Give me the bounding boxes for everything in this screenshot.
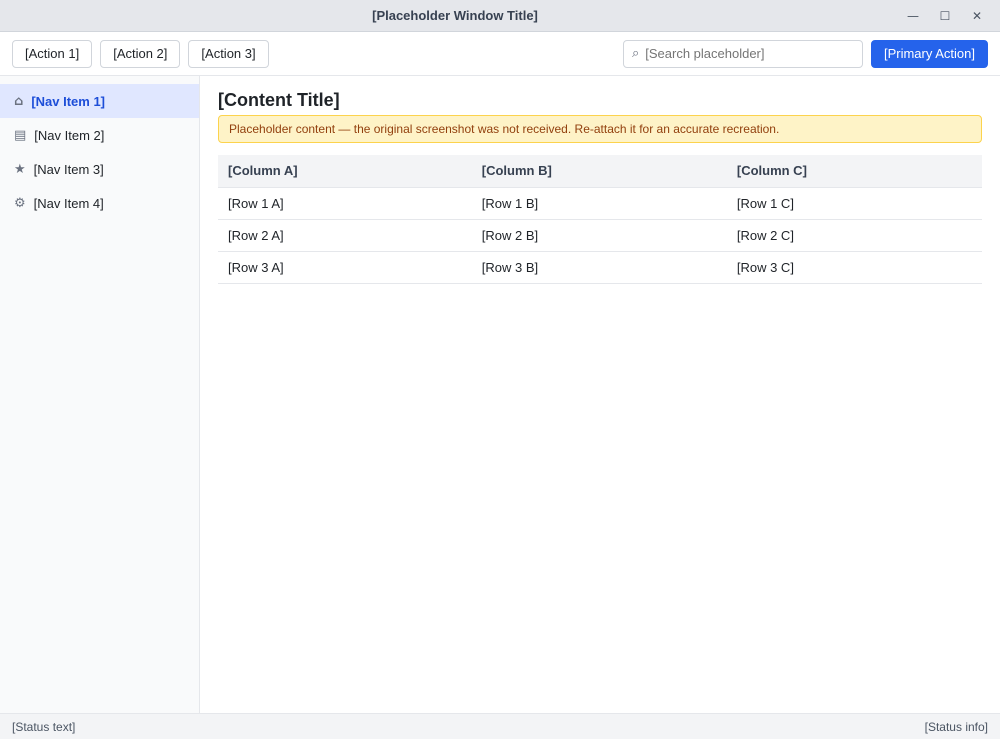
table-cell: [Row 2 C] [727, 219, 982, 251]
star-icon: ★ [14, 161, 26, 177]
home-icon: ⌂ [14, 93, 24, 109]
search-icon: ⌕ [631, 46, 640, 61]
table-cell: [Row 3 A] [218, 251, 472, 283]
sidebar-item-4[interactable] [0, 186, 199, 220]
search-input[interactable] [645, 46, 854, 61]
folder-icon: ▤ [14, 127, 27, 143]
table-row[interactable] [218, 187, 982, 219]
gear-icon: ⚙ [14, 195, 26, 211]
placeholder-notice: Placeholder content — the original screenshot was not received. Re-attach it for an accurate recreation. [218, 115, 982, 143]
sidebar-item-label: [Nav Item 3] [33, 161, 104, 177]
sidebar-item-3[interactable] [0, 152, 199, 186]
maximize-button[interactable]: ☐ [932, 6, 958, 26]
app-body [0, 76, 1000, 713]
primary-action-button[interactable]: [Primary Action] [871, 40, 988, 68]
sidebar-item-1[interactable] [0, 84, 199, 118]
minimize-button[interactable]: — [900, 6, 926, 26]
toolbar [0, 32, 1000, 76]
table-cell: [Row 3 B] [472, 251, 727, 283]
toolbar-action-1-button[interactable]: [Action 1] [12, 40, 92, 68]
column-header[interactable]: [Column A] [218, 155, 472, 187]
search-box [623, 40, 863, 68]
toolbar-action-2-button[interactable]: [Action 2] [100, 40, 180, 68]
sidebar [0, 76, 200, 713]
close-button[interactable]: ✕ [964, 6, 990, 26]
page-title: [Content Title] [218, 90, 340, 110]
sidebar-item-label: [Nav Item 4] [33, 195, 104, 211]
window-controls [900, 6, 990, 26]
table-row[interactable] [218, 219, 982, 251]
sidebar-item-2[interactable] [0, 118, 199, 152]
status-text: [Status text] [12, 719, 76, 734]
table-cell: [Row 1 A] [218, 187, 472, 219]
toolbar-action-3-button[interactable]: [Action 3] [188, 40, 268, 68]
sidebar-item-label: [Nav Item 1] [31, 93, 106, 109]
title-bar [0, 0, 1000, 32]
table-row[interactable] [218, 251, 982, 283]
sidebar-item-label: [Nav Item 2] [34, 127, 105, 143]
column-header[interactable]: [Column B] [472, 155, 727, 187]
table-cell: [Row 1 C] [727, 187, 982, 219]
table-cell: [Row 1 B] [472, 187, 727, 219]
data-table [218, 155, 982, 284]
main-content [200, 76, 1000, 713]
window-title: [Placeholder Window Title] [372, 8, 538, 23]
table-cell: [Row 2 B] [472, 219, 727, 251]
table-cell: [Row 2 A] [218, 219, 472, 251]
status-info: [Status info] [924, 719, 988, 734]
table-cell: [Row 3 C] [727, 251, 982, 283]
status-bar [0, 713, 1000, 739]
column-header[interactable]: [Column C] [727, 155, 982, 187]
table-header-row [218, 155, 982, 187]
